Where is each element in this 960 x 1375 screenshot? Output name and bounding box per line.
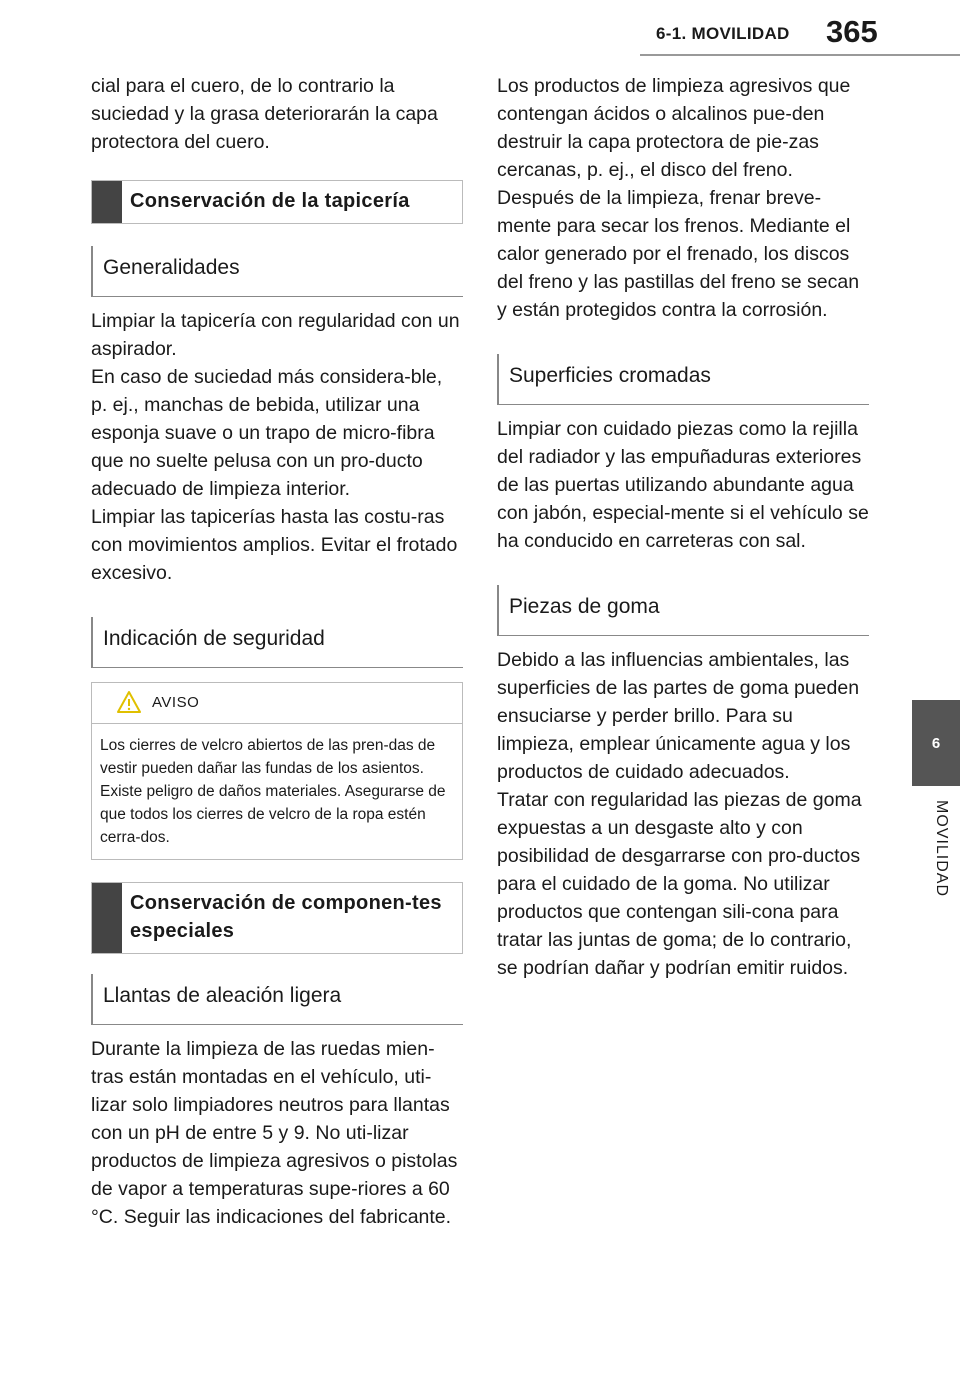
warning-text: Los cierres de velcro abiertos de las pren-das de vestir pueden dañar las fundas de los asientos. Existe peligro de daños materiales. Asegurarse de que todos los cierres de velcro de la ropa estén cerra-dos. [100, 737, 446, 846]
section-heading-text: Conservación de componen-tes especiales [130, 892, 442, 942]
page-number: 365 [826, 14, 878, 49]
warning-title: AVISO [152, 693, 200, 711]
subheading-generalidades: Generalidades [91, 246, 463, 297]
paragraph: Limpiar la tapicería con regularidad con un aspirador. [91, 310, 460, 360]
paragraph: Tratar con regularidad las piezas de goma expuestas a un desgaste alto y con posibilidad de desgarrarse con pro-ductos para el cuidado de la goma. No utilizar productos que contengan sili-cona para tratar las juntas de goma; de lo contrario, se podrían dañar y podrían emitir ruidos. [497, 789, 862, 979]
paragraph: En caso de suciedad más considera-ble, p. ej., manchas de bebida, utilizar una esponja suave o un trapo de micro-fibra que no suelte pelusa con un pro-ducto adecuado de limpieza interior. [91, 366, 443, 500]
chapter-side-label: MOVILIDAD [933, 800, 950, 898]
header-divider [640, 54, 960, 56]
paragraph: Después de la limpieza, frenar breve-mente para secar los frenos. Mediante el calor generado por el frenado, los discos del freno y las pastillas del freno se secan y están protegidos contra la corrosión. [497, 187, 860, 321]
warning-triangle-icon [116, 690, 142, 714]
subheading-seguridad: Indicación de seguridad [91, 617, 463, 668]
right-column [497, 72, 869, 982]
header-section-title: 6-1. MOVILIDAD [656, 24, 790, 43]
paragraph: Limpiar con cuidado piezas como la rejilla del radiador y las empuñaduras exteriores de las puertas utilizando abundante agua con jabón, especial-mente si el vehículo se ha conducido en carreteras con sal. [497, 418, 869, 552]
paragraph: Limpiar las tapicerías hasta las costu-ras con movimientos amplios. Evitar el frotado excesivo. [91, 506, 458, 584]
section-heading-bar [92, 181, 122, 223]
left-column [91, 72, 463, 1231]
intro-paragraph: cial para el cuero, de lo contrario la suciedad y la grasa deteriorarán la capa protectora del cuero. [91, 75, 438, 153]
warning-box [91, 682, 463, 860]
warning-header [92, 683, 462, 724]
subheading-goma: Piezas de goma [497, 585, 869, 636]
subheading-llantas: Llantas de aleación ligera [91, 974, 463, 1025]
chapter-tab[interactable] [912, 700, 960, 786]
section-heading-componentes [91, 882, 463, 954]
section-heading-text: Conservación de la tapicería [130, 190, 410, 212]
paragraph: Durante la limpieza de las ruedas mien-tras están montadas en el vehículo, uti-lizar solo limpiadores neutros para llantas con un pH de entre 5 y 9. No uti-lizar productos de limpieza agresivos o pistolas de vapor a temperaturas supe-riores a 60 °C. Seguir las indicaciones del fabricante. [91, 1038, 458, 1228]
paragraph: Debido a las influencias ambientales, las superficies de las partes de goma pueden ensuciarse y perder brillo. Para su limpieza, emplear únicamente agua y los productos de cuidado adecuados. [497, 649, 860, 783]
section-heading-tapiceria [91, 180, 463, 224]
paragraph: Los productos de limpieza agresivos que contengan ácidos o alcalinos pue-den destruir la capa protectora de pie-zas cercanas, p. ej., el disco del freno. [497, 75, 851, 181]
section-heading-bar [92, 883, 122, 953]
chapter-tab-number: 6 [931, 734, 941, 752]
subheading-cromadas: Superficies cromadas [497, 354, 869, 405]
